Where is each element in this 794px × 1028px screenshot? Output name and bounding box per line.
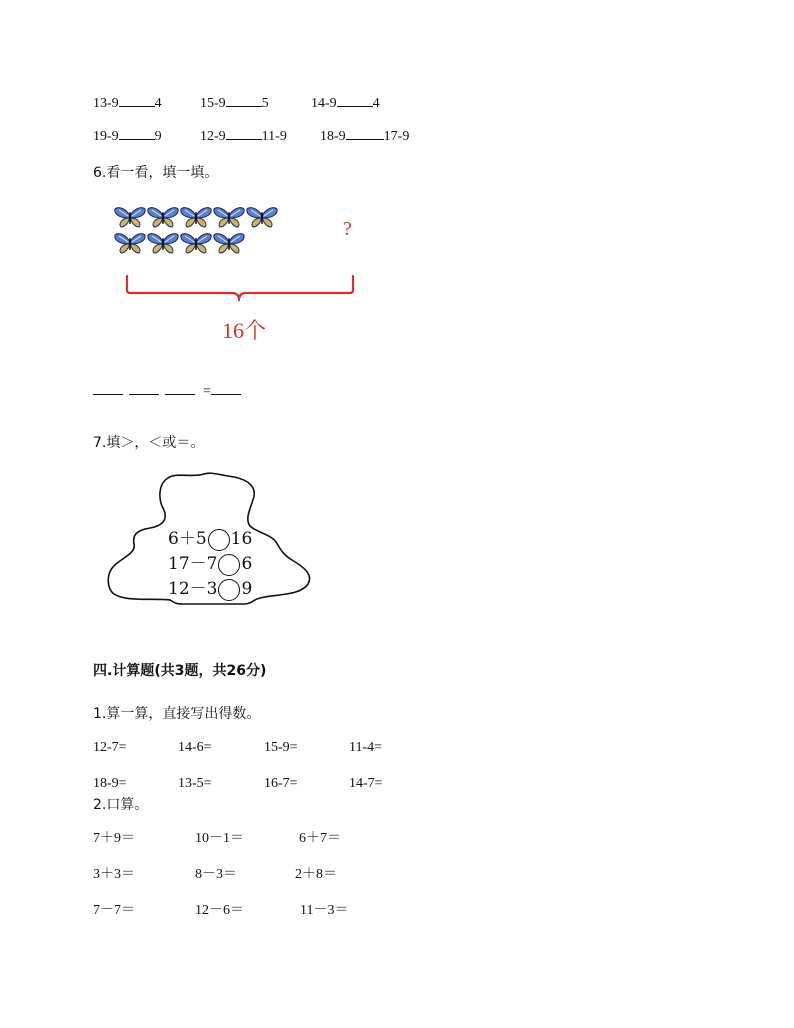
expr-right: 17-9 (383, 129, 410, 144)
calc-item: 6＋7＝ (299, 831, 341, 846)
compare-item (200, 94, 269, 113)
calc-item: 18-9= (93, 776, 127, 791)
question-6-title: 6.看一看，填一填。 (93, 165, 219, 181)
expr-left: 6＋5 (168, 529, 207, 549)
butterfly-icon (213, 206, 245, 228)
calc-item: 12-7= (93, 740, 127, 755)
compare-item (93, 94, 162, 113)
expr-right: 16 (230, 529, 253, 549)
expr-right: 4 (372, 96, 380, 111)
question-7-title: 7.填＞，＜或＝。 (93, 435, 205, 451)
compare-row (168, 527, 252, 552)
expr-right: 11-9 (261, 129, 287, 144)
expr-left: 12-9 (200, 129, 226, 144)
answer-blank[interactable] (165, 382, 195, 395)
expr-right: 6 (241, 554, 253, 574)
butterfly-icon (147, 206, 179, 228)
butterfly-icon (147, 232, 179, 254)
answer-circle[interactable] (208, 529, 230, 551)
compare-item (320, 127, 409, 146)
calc-item: 11－3＝ (300, 903, 349, 918)
total-brace (120, 272, 360, 306)
calc-item: 2＋8＝ (295, 867, 337, 882)
answer-blank[interactable] (119, 127, 155, 140)
compare-item (311, 94, 380, 113)
total-label: 16个 (222, 318, 267, 343)
expr-right: 4 (154, 96, 162, 111)
answer-circle[interactable] (218, 554, 240, 576)
butterfly-icon (114, 232, 146, 254)
calc-2-row (93, 902, 393, 920)
calc-item: 3＋3＝ (93, 867, 135, 882)
butterfly-group (114, 206, 284, 258)
answer-blank[interactable] (226, 127, 262, 140)
answer-blank[interactable] (129, 382, 159, 395)
calc-item: 14-6= (178, 740, 212, 755)
butterfly-icon (180, 232, 212, 254)
calc-item: 15-9= (264, 740, 298, 755)
calc-item: 16-7= (264, 776, 298, 791)
equation-blanks (93, 382, 241, 401)
calc-1-title: 1.算一算，直接写出得数。 (93, 706, 261, 722)
calc-1-row (93, 775, 413, 793)
answer-blank[interactable] (119, 94, 155, 107)
calc-item: 13-5= (178, 776, 212, 791)
expr-left: 14-9 (311, 96, 337, 111)
expr-left: 18-9 (320, 129, 346, 144)
question-mark: ? (343, 218, 352, 240)
expr-right: 9 (241, 579, 253, 599)
butterfly-icon (246, 206, 278, 228)
compare-expressions (168, 527, 252, 602)
expr-left: 13-9 (93, 96, 119, 111)
calc-2-row (93, 830, 393, 848)
calc-item: 7－7＝ (93, 903, 135, 918)
answer-blank[interactable] (211, 382, 241, 395)
compare-item (93, 127, 162, 146)
calc-item: 11-4= (349, 740, 383, 755)
butterfly-icon (114, 206, 146, 228)
calc-item: 10－1＝ (195, 831, 244, 846)
answer-blank[interactable] (93, 382, 123, 395)
expr-right: 5 (261, 96, 269, 111)
calc-2-row (93, 866, 393, 884)
answer-blank[interactable] (346, 127, 384, 140)
equals-sign: = (203, 384, 211, 399)
calc-item: 8－3＝ (195, 867, 237, 882)
answer-blank[interactable] (337, 94, 373, 107)
calc-2-title: 2.口算。 (93, 797, 149, 813)
expr-left: 17－7 (168, 554, 218, 574)
compare-item (200, 127, 287, 146)
expr-left: 12－3 (168, 579, 218, 599)
calc-1-row (93, 739, 413, 757)
compare-row (168, 577, 252, 602)
calc-item: 14-7= (349, 776, 383, 791)
butterfly-icon (180, 206, 212, 228)
expr-right: 9 (154, 129, 162, 144)
calc-item: 7＋9＝ (93, 831, 135, 846)
expr-left: 15-9 (200, 96, 226, 111)
expr-left: 19-9 (93, 129, 119, 144)
calc-item: 12－6＝ (195, 903, 244, 918)
butterfly-icon (213, 232, 245, 254)
compare-row (168, 552, 252, 577)
answer-circle[interactable] (218, 579, 240, 601)
answer-blank[interactable] (226, 94, 262, 107)
section-heading: 四.计算题(共3题，共26分) (93, 663, 267, 679)
